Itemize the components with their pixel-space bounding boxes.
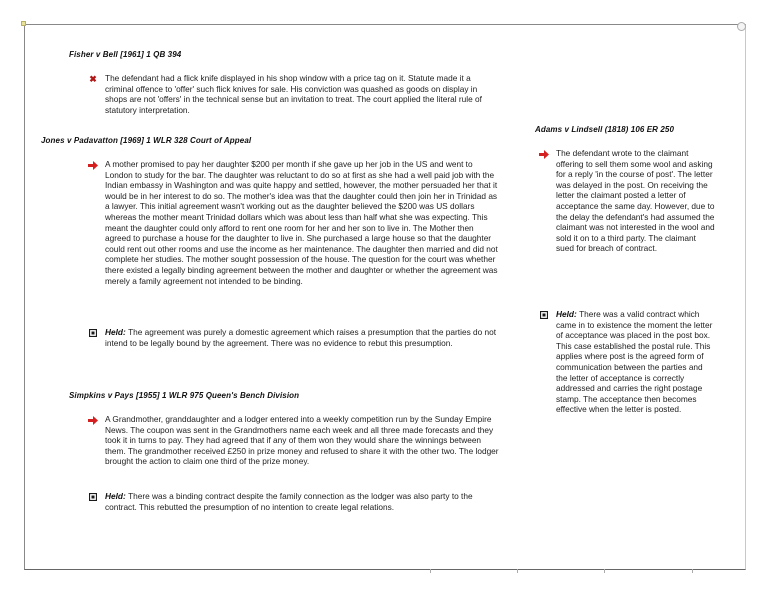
arrow-right-icon <box>87 415 99 425</box>
case-fact-text: A mother promised to pay her daughter $200 per month if she gave up her job in the US and went to London to study for the bar. The daughter was reluctant to do so at first as she had a well paid job with the Indian embassy in Washington and was quite happy and settled, however, the mother persuaded her that it would be in her interest to do so. The mother's idea was that the daughter could then join her in Trinidad as a lawyer. This initial agreement wasn't working out as the daughter believed the $200 was US dollars whereas the mother meant Trinidad dollars which was about less than half what she was expecting. This meant the daughter could only afford to rent one room for her and her son to live in. The Mother then agreed to purchase a house for the daughter to live in. She purchased a large house so that the daughter could rent out other rooms and use the income as her maintenance. The daughter then married and did not complete her studies. The mother sought possession of the house. The question for the court was whether there existed a legally binding agreement between the mother and daughter or whether the agreement was merely a family agreement not intended to be binding. <box>105 159 498 286</box>
held-text: There was a binding contract despite the family connection as the lodger was also party to the contract. This rebutted the presumption of no intention to create legal relations. <box>105 491 473 512</box>
case-held-simpkins-v-pays <box>87 491 499 512</box>
cross-icon: ✖ <box>89 74 97 84</box>
case-fact-text: A Grandmother, granddaughter and a lodger entered into a weekly competition run by the Sunday Empire News. The coupon was sent in the Grandmothers name each week and all three made forecasts and they took it in turns to pay. They had agreed that if any of them won they would share the winnings between them. The grandmother received £250 in prize money and refused to share it with the other two. The lodger brought the action to claim one third of the prize money. <box>105 414 499 467</box>
held-label: Held: <box>105 491 126 501</box>
case-fact-text: The defendant wrote to the claimant offering to sell them some wool and asking for a reply 'in the course of post'. The letter was delayed in the post. On receiving the letter the claimant posted a letter of acceptance the same day. However, due to the delay the defendant's had assumed the claimant was not interested in the wool and sold it on to a third party. The claimant sued for breach of contract. <box>556 148 715 254</box>
arrow-right-icon <box>538 149 550 159</box>
case-fact-text: The defendant had a flick knife displayed in his shop window with a price tag on it. Statute made it a criminal offence to 'offer' such flick knives for sale. His conviction was quashed as goods on display in shops are not 'offers' in the technical sense but an invitation to treat. The court applied the literal rule of statutory interpretation. <box>105 73 482 115</box>
page-corner-fold-icon <box>737 22 746 31</box>
case-title-adams-v-lindsell: Adams v Lindsell (1818) 106 ER 250 <box>535 125 675 134</box>
case-title-fisher-v-bell: Fisher v Bell [1961] 1 QB 394 <box>69 50 182 59</box>
held-text: There was a valid contract which came in to existence the moment the letter of acceptance was placed in the post box. This case established the postal rule. This applies where post is the agreed form of communication between the parties and the letter of acceptance is correctly addressed and carries the right postage stamp. The acceptance then becomes effective when the letter is posted. <box>556 309 713 415</box>
square-bullet-icon <box>538 310 550 320</box>
page-bottom-ruler <box>24 569 746 573</box>
page-corner-marker <box>21 21 26 26</box>
arrow-right-icon <box>87 160 99 170</box>
case-fact-simpkins-v-pays <box>87 414 499 467</box>
case-fact-jones-v-padavatton <box>87 159 499 286</box>
held-label: Held: <box>556 309 577 319</box>
held-label: Held: <box>105 327 126 337</box>
square-bullet-icon <box>87 328 99 338</box>
case-title-simpkins-v-pays: Simpkins v Pays [1955] 1 WLR 975 Queen's Bench Division <box>69 391 300 400</box>
case-fact-adams-v-lindsell <box>538 148 716 254</box>
held-text: The agreement was purely a domestic agreement which raises a presumption that the parties do not intend to be legally bound by the agreement. There was no evidence to rebut this presumption. <box>105 327 497 348</box>
case-title-jones-v-padavatton: Jones v Padavatton [1969] 1 WLR 328 Court of Appeal <box>41 136 252 145</box>
case-held-adams-v-lindsell <box>538 309 716 415</box>
square-bullet-icon <box>87 492 99 502</box>
case-fact-fisher-v-bell <box>87 73 499 115</box>
case-held-jones-v-padavatton <box>87 327 499 348</box>
